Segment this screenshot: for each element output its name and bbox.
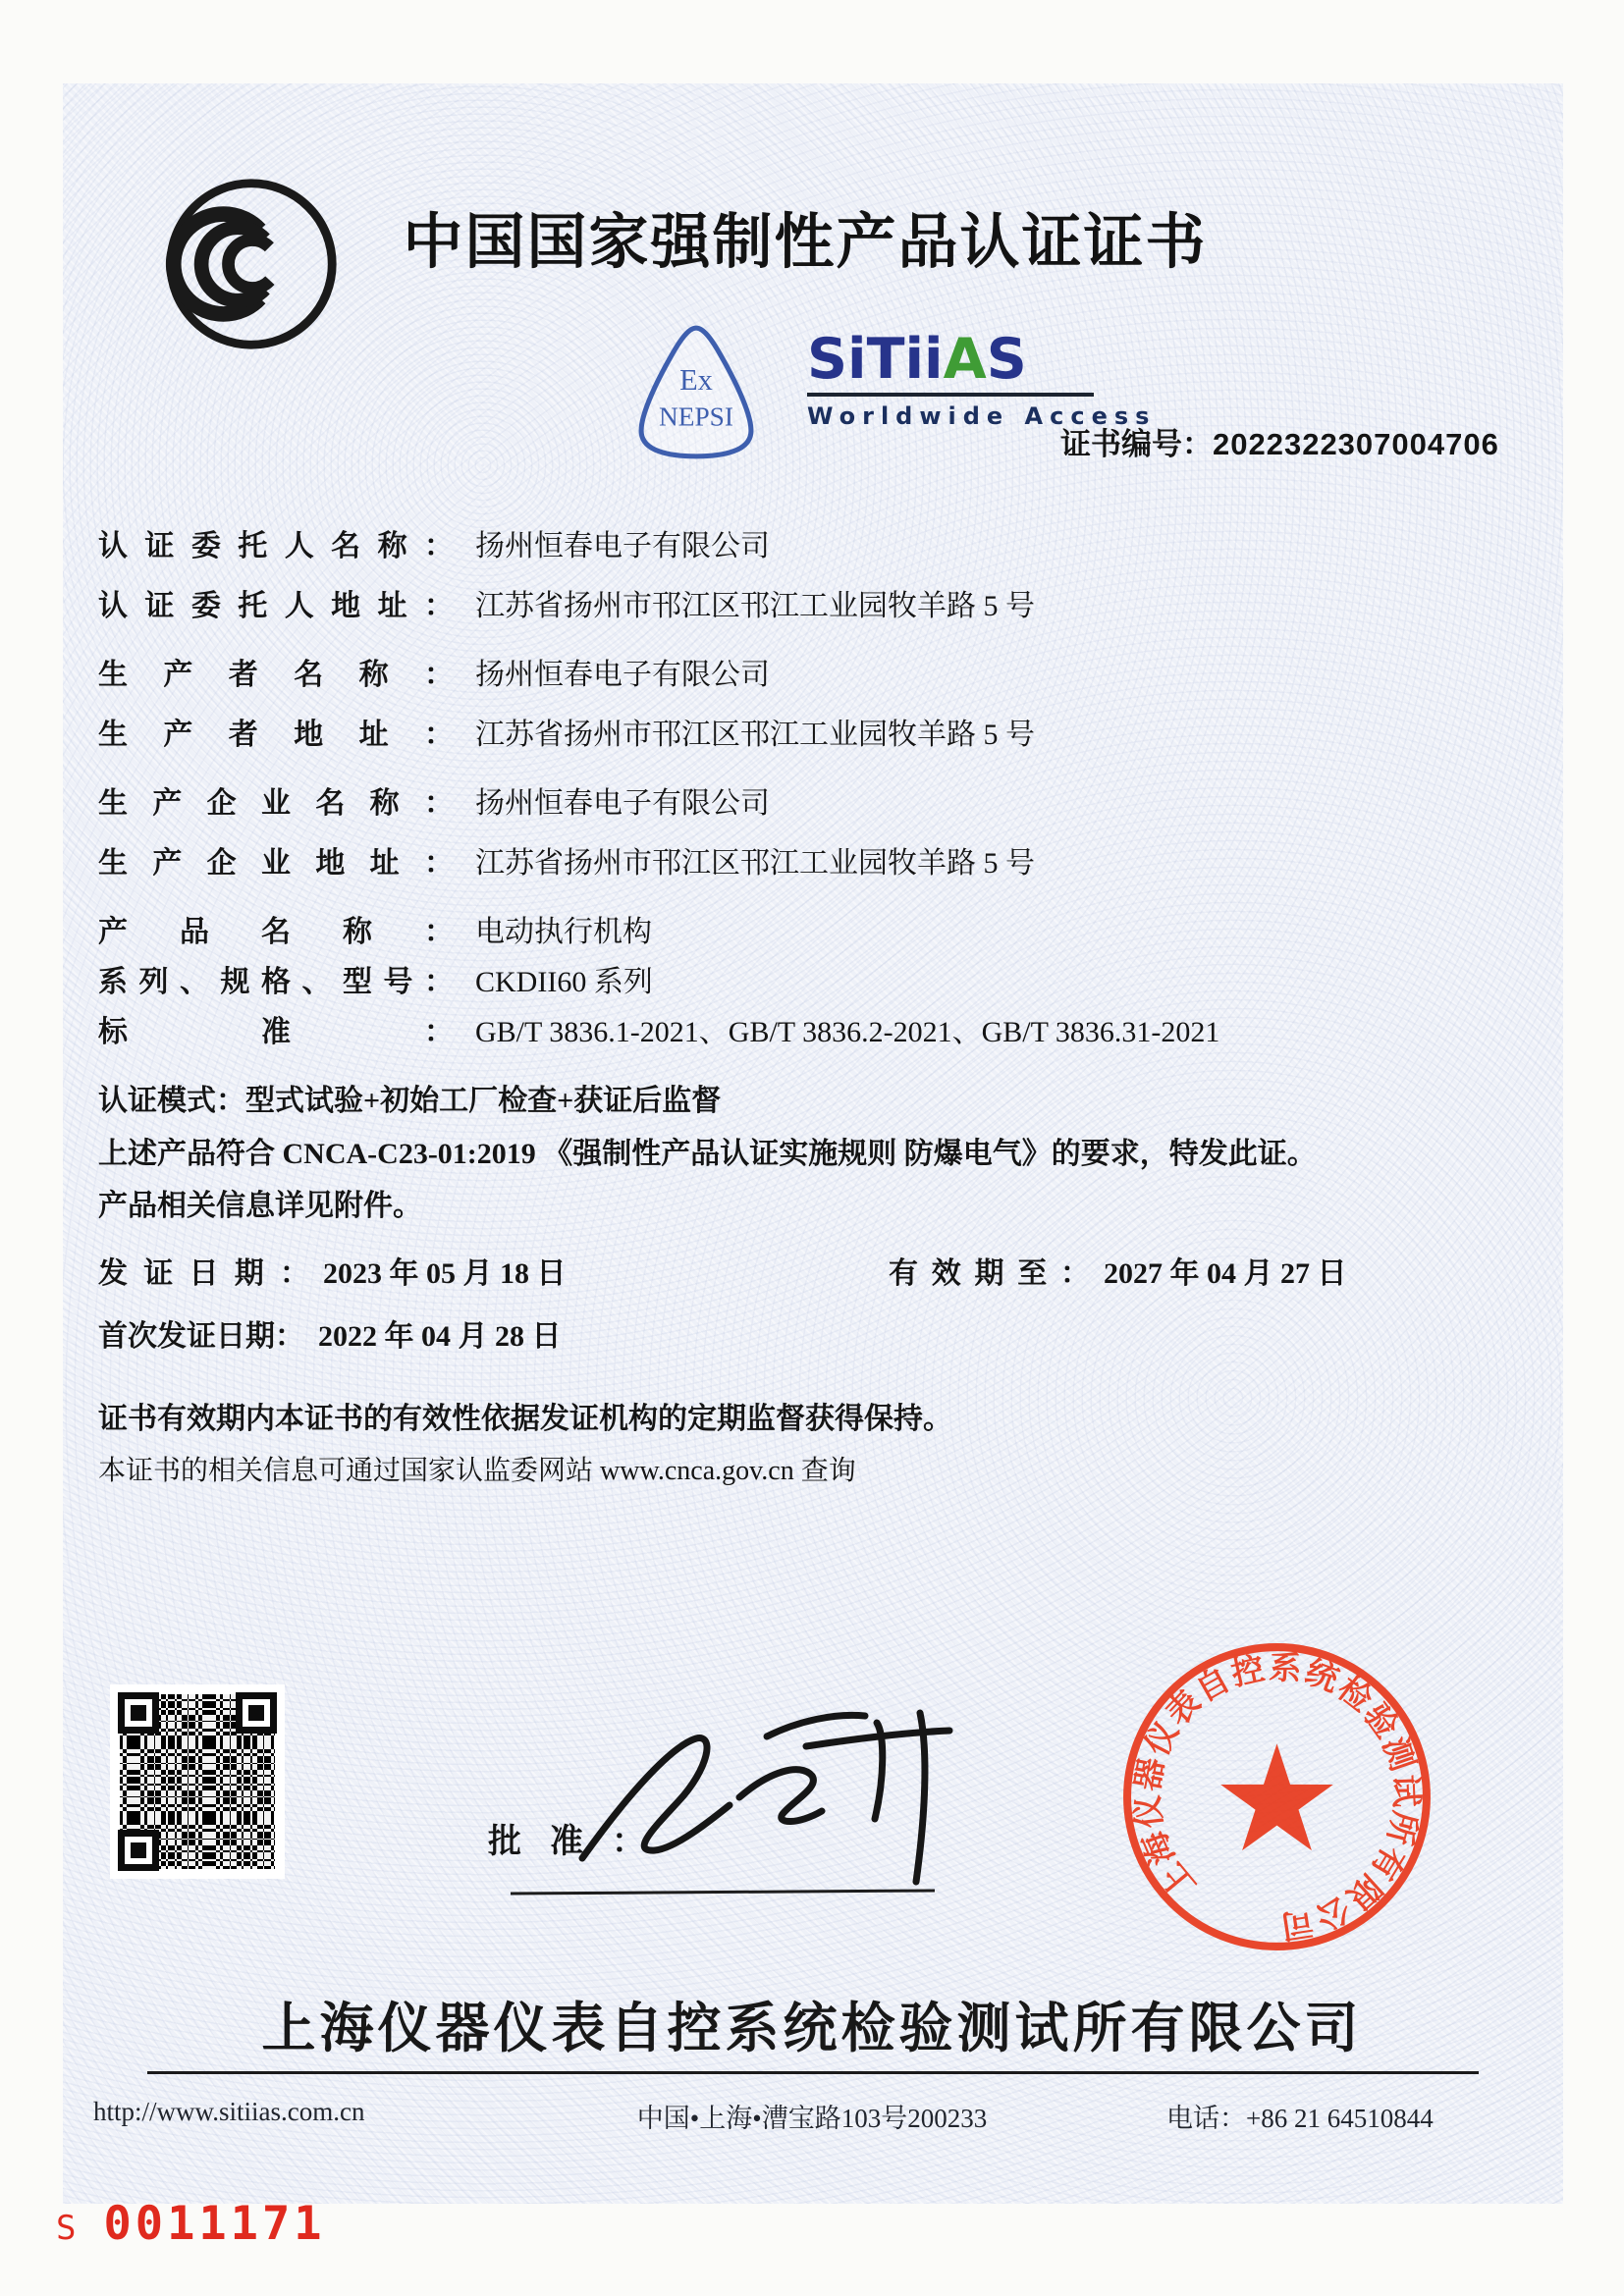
sitiias-text-navy: SiTii — [807, 327, 944, 392]
qr-finder-icon — [236, 1692, 277, 1734]
approval-label: 批准： — [488, 1824, 645, 1860]
field-value: 扬州恒春电子有限公司 — [475, 659, 770, 691]
issue-date-label: 发证日期： — [98, 1257, 309, 1290]
field-row-producer-address — [98, 713, 1492, 758]
nepsi-ex-badge-icon — [622, 322, 771, 461]
field-label: 生产者名称： — [98, 659, 454, 691]
field-row-model — [98, 960, 1492, 1005]
certificate-number-row — [1060, 419, 1499, 463]
issue-date-row — [98, 1249, 567, 1292]
certification-mode-line: 认证模式：型式试验+初始工厂检查+获证后监督 — [98, 1085, 722, 1117]
qr-finder-icon — [118, 1830, 159, 1871]
valid-until-label: 有效期至： — [889, 1257, 1090, 1290]
field-label: 生产者地址： — [98, 719, 454, 751]
ccc-logo-icon — [160, 173, 343, 355]
field-label: 产品名称： — [98, 916, 454, 948]
certificate-number-value: 2022322307004706 — [1213, 427, 1499, 461]
field-value: 江苏省扬州市邗江区邗江工业园牧羊路 5 号 — [475, 847, 1035, 880]
validity-note: 证书有效期内本证书的有效性依据发证机构的定期监督获得保持。 — [98, 1403, 952, 1435]
field-row-factory-address — [98, 841, 1492, 886]
field-row-applicant-address — [98, 584, 1492, 629]
first-issue-date-row — [98, 1311, 562, 1355]
first-issue-date-label: 首次发证日期： — [98, 1320, 304, 1353]
seal-company-text: 上海仪器仪表自控系统检验测试所有限公司 — [1130, 1650, 1424, 1944]
qr-matrix — [120, 1694, 275, 1869]
certificate-title: 中国国家强制性产品认证证书 — [403, 208, 1208, 275]
field-value: 扬州恒春电子有限公司 — [475, 787, 770, 820]
qr-code — [110, 1684, 285, 1879]
compliance-line: 上述产品符合 CNCA-C23-01:2019 《强制性产品认证实施规则 防爆电气》的要求，特发此证。 — [98, 1138, 1317, 1170]
valid-until-row — [889, 1249, 1347, 1292]
field-value: 江苏省扬州市邗江区邗江工业园牧羊路 5 号 — [475, 719, 1035, 751]
sitiias-text-green-a: A — [943, 327, 987, 392]
field-row-factory-name — [98, 781, 1492, 827]
field-value: 江苏省扬州市邗江区邗江工业园牧羊路 5 号 — [475, 590, 1035, 622]
field-row-product-name — [98, 910, 1492, 955]
sitiias-text-s: S — [986, 327, 1027, 392]
field-row-standards — [98, 1010, 1492, 1055]
sitiias-wordmark — [807, 327, 1121, 392]
sitiias-logo — [807, 327, 1157, 430]
nepsi-ex-label: Ex — [679, 362, 713, 397]
attachment-line: 产品相关信息详见附件。 — [98, 1190, 422, 1222]
field-value: 电动执行机构 — [475, 916, 652, 948]
sitiias-underline — [807, 393, 1094, 397]
nepsi-name-label: NEPSI — [658, 401, 734, 432]
query-note: 本证书的相关信息可通过国家认监委网站 www.cnca.gov.cn 查询 — [98, 1456, 856, 1486]
certificate-number-label: 证书编号： — [1060, 427, 1213, 461]
first-issue-date-value: 2022 年 04 月 28 日 — [318, 1320, 562, 1353]
field-row-producer-name — [98, 653, 1492, 698]
issue-date-value: 2023 年 05 月 18 日 — [323, 1257, 567, 1290]
field-value: CKDII60 系列 — [475, 966, 653, 998]
field-label: 生产企业名称： — [98, 787, 454, 820]
footer-divider — [147, 2071, 1479, 2074]
field-value: GB/T 3836.1-2021、GB/T 3836.2-2021、GB/T 3836.31-2021 — [475, 1016, 1220, 1048]
seal-star-icon — [1220, 1743, 1333, 1850]
field-label: 认证委托人地址： — [98, 590, 454, 622]
footer-phone: 电话：+86 21 64510844 — [1166, 2104, 1434, 2133]
footer-website: http://www.sitiias.com.cn — [93, 2097, 365, 2126]
sitiias-tagline: Worldwide Access — [807, 402, 1157, 430]
serial-number — [56, 2197, 326, 2251]
issuer-company-name: 上海仪器仪表自控系统检验测试所有限公司 — [261, 1998, 1363, 2058]
valid-until-value: 2027 年 04 月 27 日 — [1104, 1257, 1347, 1290]
field-label: 系列、规格、型号： — [98, 966, 454, 998]
field-label: 标准： — [98, 1016, 454, 1048]
approver-signature-icon — [565, 1703, 957, 1890]
qr-finder-icon — [118, 1692, 159, 1734]
certificate-fields — [98, 524, 1492, 1055]
field-label: 生产企业地址： — [98, 847, 454, 880]
field-row-applicant-name — [98, 524, 1492, 569]
serial-digits: 0011171 — [103, 2197, 326, 2251]
footer-address: 中国•上海•漕宝路103号200233 — [636, 2104, 988, 2133]
field-value: 扬州恒春电子有限公司 — [475, 530, 770, 562]
field-label: 认证委托人名称： — [98, 530, 454, 562]
company-seal-icon — [1108, 1628, 1446, 1966]
serial-prefix: S — [56, 2209, 77, 2248]
